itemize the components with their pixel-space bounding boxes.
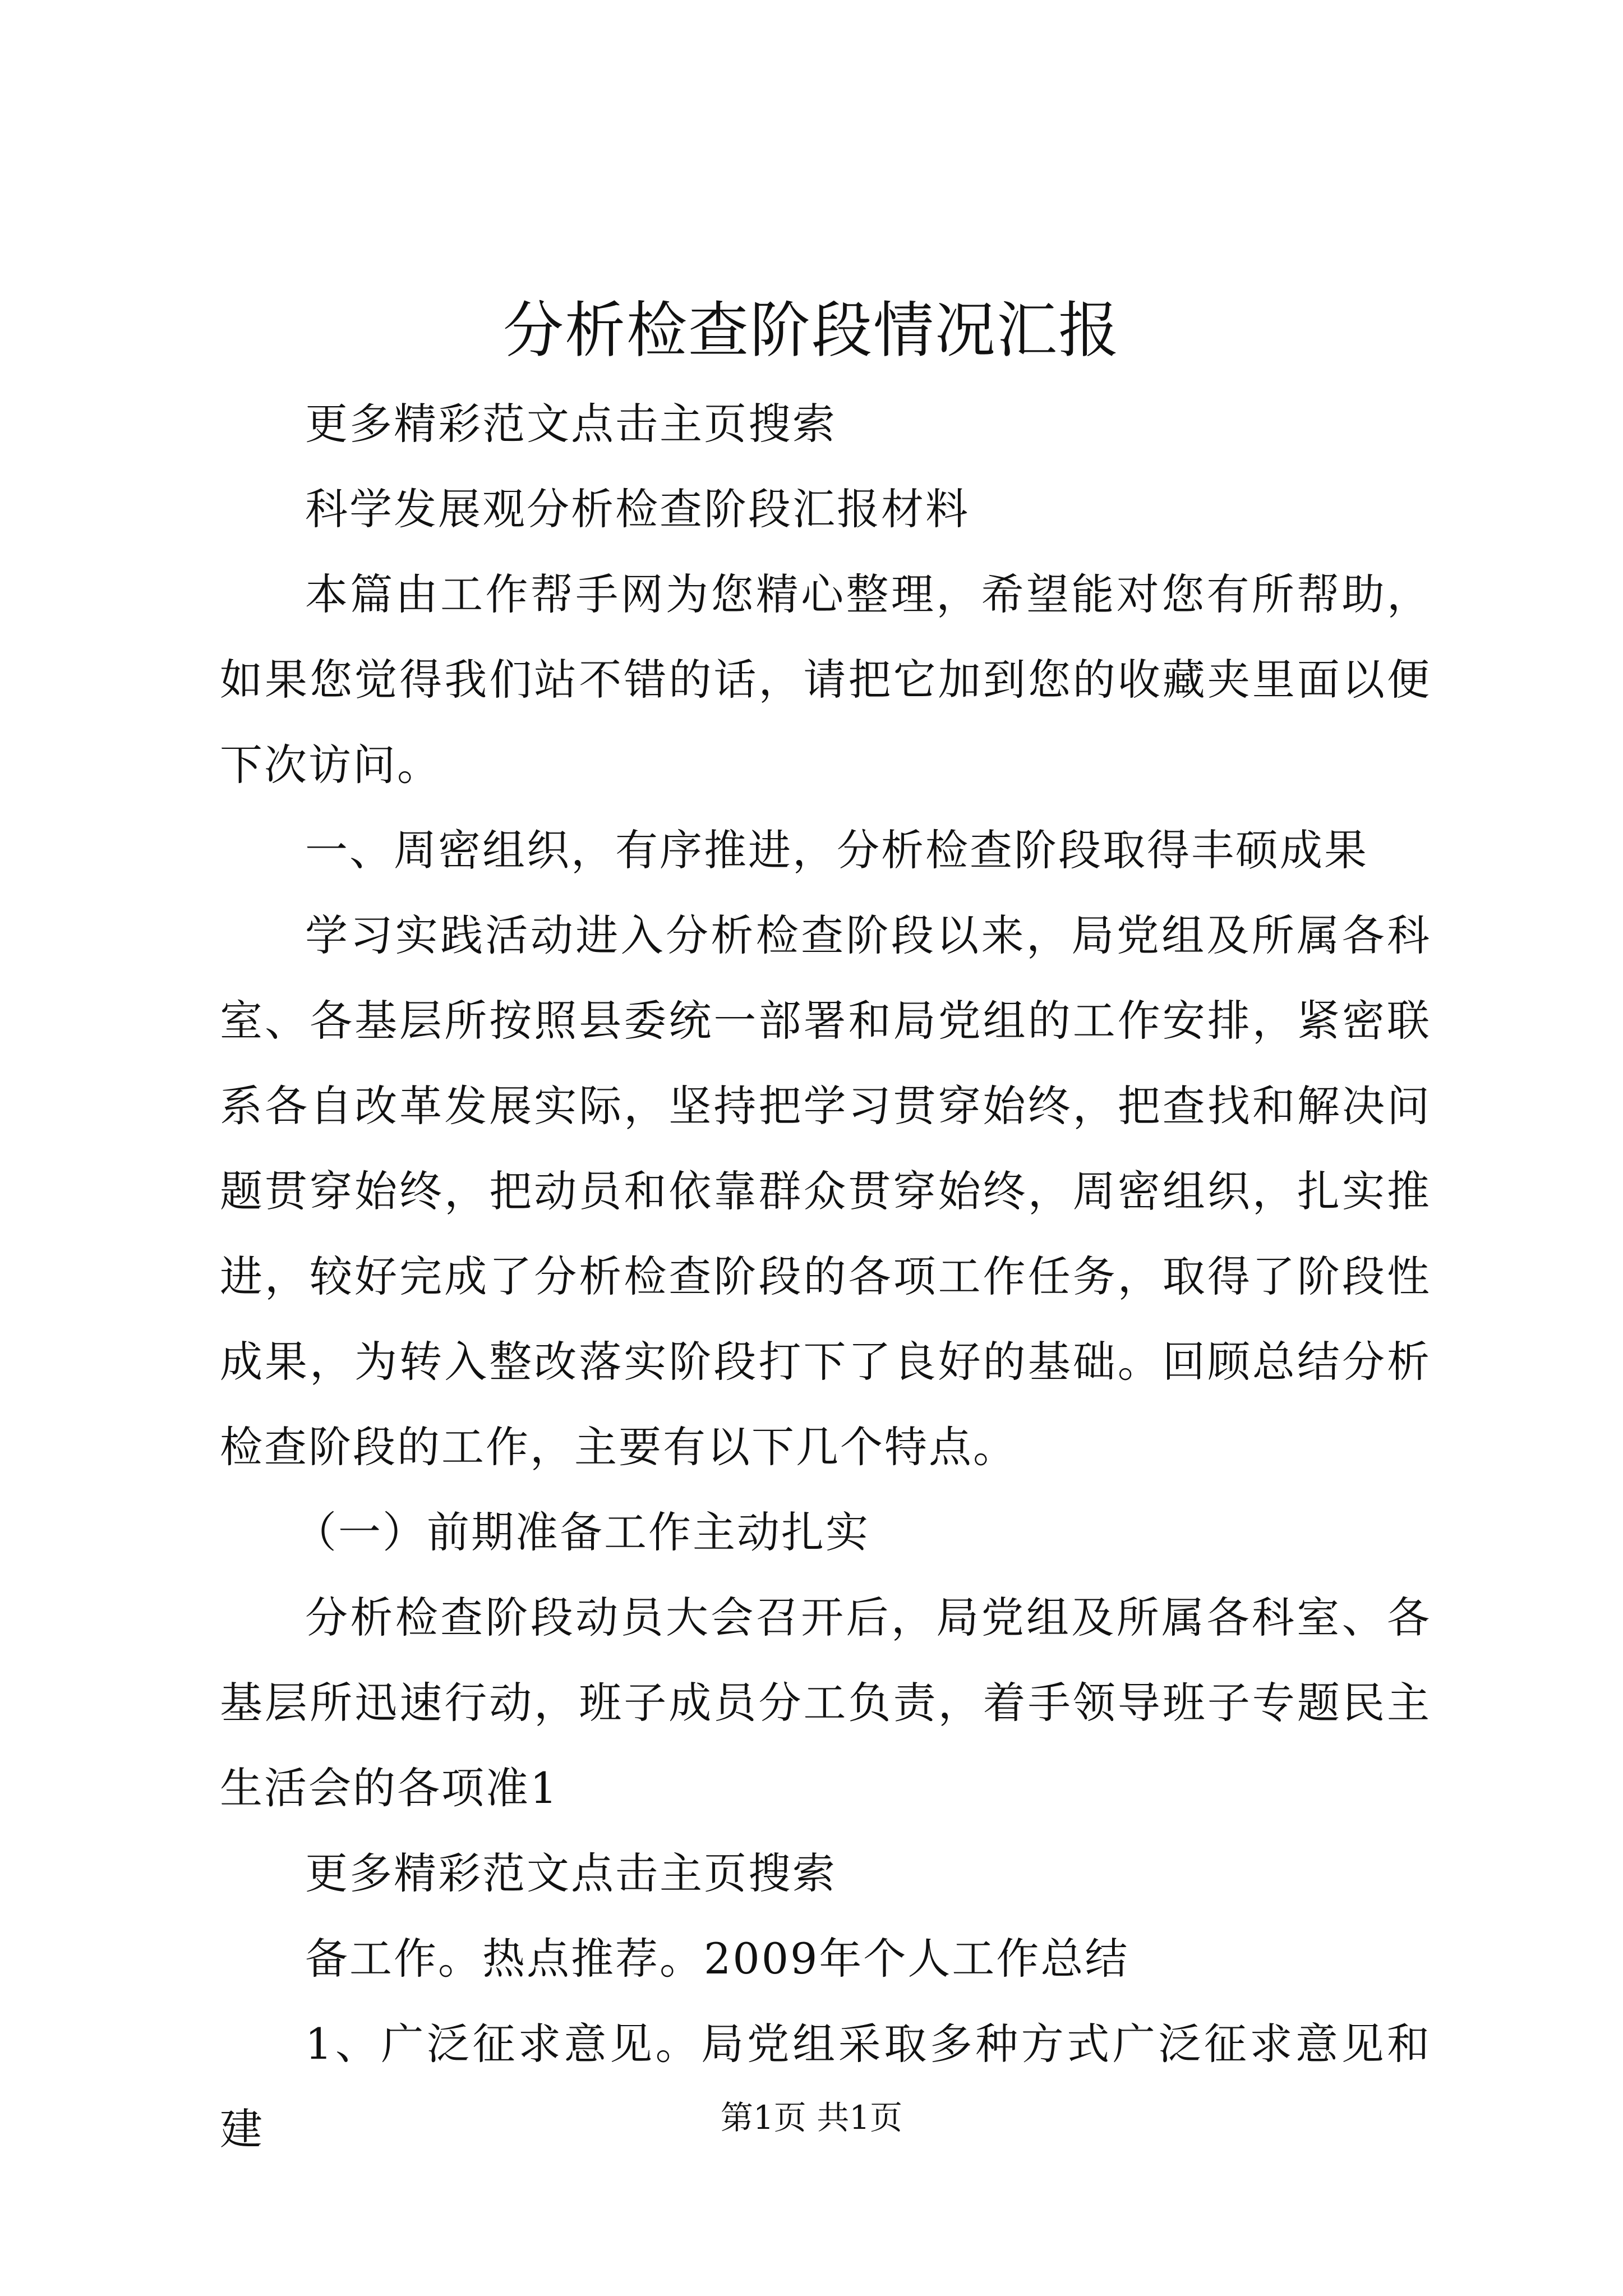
body-paragraph: 分析检查阶段动员大会召开后，局党组及所属各科室、各基层所迅速行动，班子成员分工负责，着手领导班子专题民主生活会的各项准1 [220, 1593, 1431, 1813]
document-title: 分析检查阶段情况汇报 [502, 296, 1120, 366]
intro-paragraph: 本篇由工作帮手网为您精心整理，希望能对您有所帮助，如果您觉得我们站不错的话，请把它加到您的收藏夹里面以便下次访问。 [220, 569, 1431, 790]
promo-line: 更多精彩范文点击主页搜索 [305, 399, 837, 449]
subtitle-line: 科学发展观分析检查阶段汇报材料 [305, 484, 970, 534]
list-item: 1、广泛征求意见。局党组采取多种方式广泛征求意见和建 [220, 2019, 1431, 2154]
page-footer: 第1页 共1页 [720, 2099, 903, 2137]
body-paragraph: 学习实践活动进入分析检查阶段以来，局党组及所属各科室、各基层所按照县委统一部署和局党组的工作安排，紧密联系各自改革发展实际，坚持把学习贯穿始终，把查找和解决问题贯穿始终，把动员和依靠群众贯穿始终，周密组织，扎实推进，较好完成了分析检查阶段的各项工作任务，取得了阶段性成果，为转入整改落实阶段打下了良好的基础。回顾总结分析检查阶段的工作，主要有以下几个特点。 [220, 910, 1431, 1472]
body-paragraph: 备工作。热点推荐。2009年个人工作总结 [305, 1934, 1129, 1984]
subsection-heading: （一）前期准备工作主动扎实 [294, 1507, 870, 1557]
document-body [220, 381, 1431, 2172]
section-heading: 一、周密组织，有序推进，分析检查阶段取得丰硕成果 [305, 825, 1368, 875]
promo-line: 更多精彩范文点击主页搜索 [305, 1848, 837, 1898]
